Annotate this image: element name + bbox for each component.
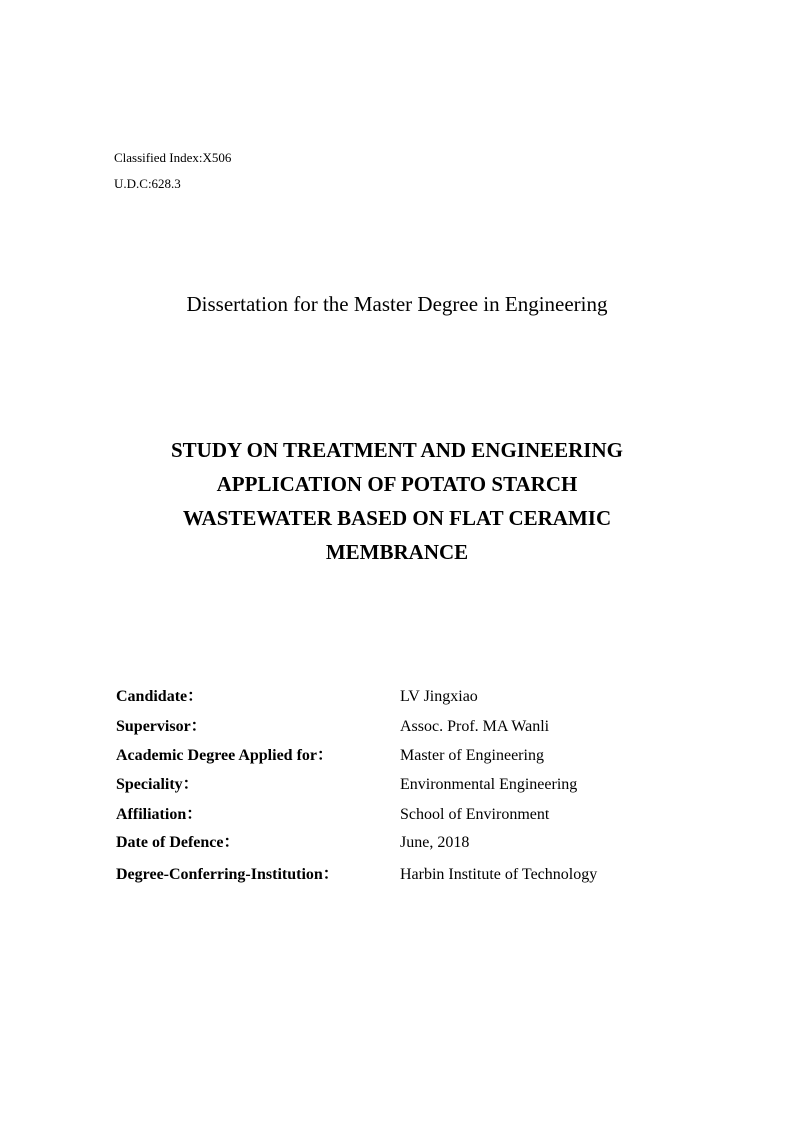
info-row-affiliation [114, 804, 674, 826]
info-label: Date of Defence： [116, 834, 240, 851]
title-line: WASTEWATER BASED ON FLAT CERAMIC [182, 506, 612, 530]
classified-index: Classified Index:X506 [114, 150, 232, 165]
info-label: Candidate： [116, 688, 204, 705]
info-row-institution [114, 864, 674, 886]
info-value: June, 2018 [400, 834, 470, 851]
title-line: MEMBRANCE [325, 540, 469, 564]
title-line: STUDY ON TREATMENT AND ENGINEERING [171, 438, 623, 462]
info-value: Environmental Engineering [400, 776, 578, 793]
thesis-title [100, 433, 694, 569]
info-row-candidate [114, 686, 674, 708]
info-label: Academic Degree Applied for： [116, 747, 333, 764]
info-row-degree [114, 745, 674, 767]
udc-code: U.D.C:628.3 [114, 176, 181, 191]
info-row-speciality [114, 774, 674, 796]
degree-line: Dissertation for the Master Degree in Engineering [186, 292, 608, 316]
info-value: School of Environment [400, 806, 550, 823]
info-value: LV Jingxiao [400, 688, 478, 705]
info-value: Master of Engineering [400, 747, 544, 764]
info-value: Harbin Institute of Technology [400, 866, 598, 883]
info-label: Degree-Conferring-Institution： [116, 866, 339, 883]
info-label: Affiliation： [116, 806, 203, 823]
info-value: Assoc. Prof. MA Wanli [400, 718, 550, 735]
info-row-supervisor [114, 716, 674, 738]
info-row-date-of-defence [114, 832, 674, 854]
info-label: Speciality： [116, 776, 199, 793]
info-label: Supervisor： [116, 718, 207, 735]
title-line: APPLICATION OF POTATO STARCH [216, 472, 578, 496]
